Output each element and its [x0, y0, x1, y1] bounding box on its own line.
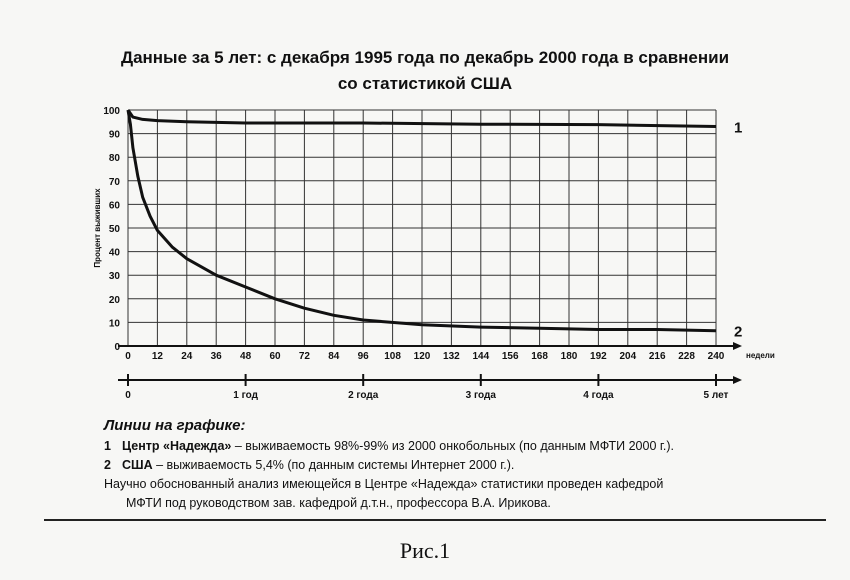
y-tick-label: 70: [108, 176, 120, 188]
figure-label: Рис.1: [399, 538, 451, 563]
y-tick-label: 40: [108, 247, 120, 259]
x-tick-label: 12: [151, 351, 163, 362]
y-tick-label: 60: [108, 200, 120, 212]
year-tick-label: 2 года: [348, 390, 379, 401]
notes-line1: [104, 437, 824, 456]
x-tick-label: 72: [298, 351, 310, 362]
notes-line2-label: США: [122, 458, 153, 472]
x-tick-label: 156: [501, 351, 519, 362]
y-tick-label: 90: [108, 129, 120, 141]
y-tick-label: 20: [108, 294, 120, 306]
series-label-1: 1: [734, 119, 743, 137]
y-tick-label: 0: [114, 342, 120, 353]
x-tick-label: 96: [357, 351, 369, 362]
x-tick-label: 132: [443, 351, 460, 362]
year-tick-label: 5 лет: [703, 390, 729, 401]
x-tick-label: 204: [619, 351, 637, 362]
notes-line1-text: – выживаемость 98%-99% из 2000 онкобольных (по данным МФТИ 2000 г.).: [231, 439, 675, 453]
x-tick-label: 228: [678, 351, 695, 362]
x-tick-label: 216: [648, 351, 666, 362]
year-tick-label: 3 года: [465, 390, 496, 401]
x-tick-label: 192: [590, 351, 607, 362]
y-tick-label: 30: [108, 271, 120, 283]
notes-line1-number: 1: [104, 439, 111, 453]
notes-line2-text: – выживаемость 5,4% (по данным системы Интернет 2000 г.).: [152, 458, 515, 472]
year-tick-label: 0: [125, 390, 131, 401]
notes-line1-label: Центр «Надежда»: [122, 439, 232, 453]
x-tick-label: 144: [472, 351, 490, 362]
x-tick-label: 48: [240, 351, 252, 362]
y-tick-label: 80: [108, 153, 120, 165]
divider-line: [44, 519, 826, 521]
x-tick-label: 84: [328, 351, 340, 362]
series-label-2: 2: [734, 323, 743, 341]
notes-footnote1: Научно обоснованный анализ имеющейся в Центре «Надежда» статистики проведен кафедрой: [104, 477, 664, 491]
x-axis-arrow: [733, 342, 742, 350]
y-tick-label: 10: [108, 318, 120, 330]
year-tick-label: 1 год: [233, 390, 258, 401]
chart-title-line2: со статистикой США: [337, 74, 513, 93]
year-tick-label: 4 года: [583, 390, 614, 401]
notes-line2-number: 2: [104, 458, 111, 472]
y-tick-label: 50: [108, 224, 120, 235]
x-tick-label: 60: [269, 351, 281, 362]
y-tick-label: 100: [103, 106, 120, 117]
x-tick-label: 180: [560, 351, 578, 362]
notes-footnote2: МФТИ под руководством зав. кафедрой д.т.н., профессора В.А. Ирикова.: [126, 496, 551, 510]
x-tick-label: 24: [181, 351, 193, 362]
x-axis-label: недели: [746, 351, 775, 360]
y-axis-label: Процент выживших: [93, 188, 102, 268]
chart-title-line1: Данные за 5 лет: с декабря 1995 года по декабрь 2000 года в сравнении: [120, 48, 730, 67]
x-tick-label: 108: [384, 351, 401, 362]
x-tick-label: 240: [707, 351, 725, 362]
x-tick-label: 120: [413, 351, 431, 362]
notes-heading: Линии на графике:: [104, 417, 246, 434]
x-tick-label: 36: [210, 351, 222, 362]
x-tick-label: 168: [531, 351, 548, 362]
year-axis-arrow: [733, 376, 742, 384]
x-tick-label: 0: [125, 351, 131, 362]
chart-notes: [104, 415, 824, 513]
notes-line2: [104, 456, 824, 475]
